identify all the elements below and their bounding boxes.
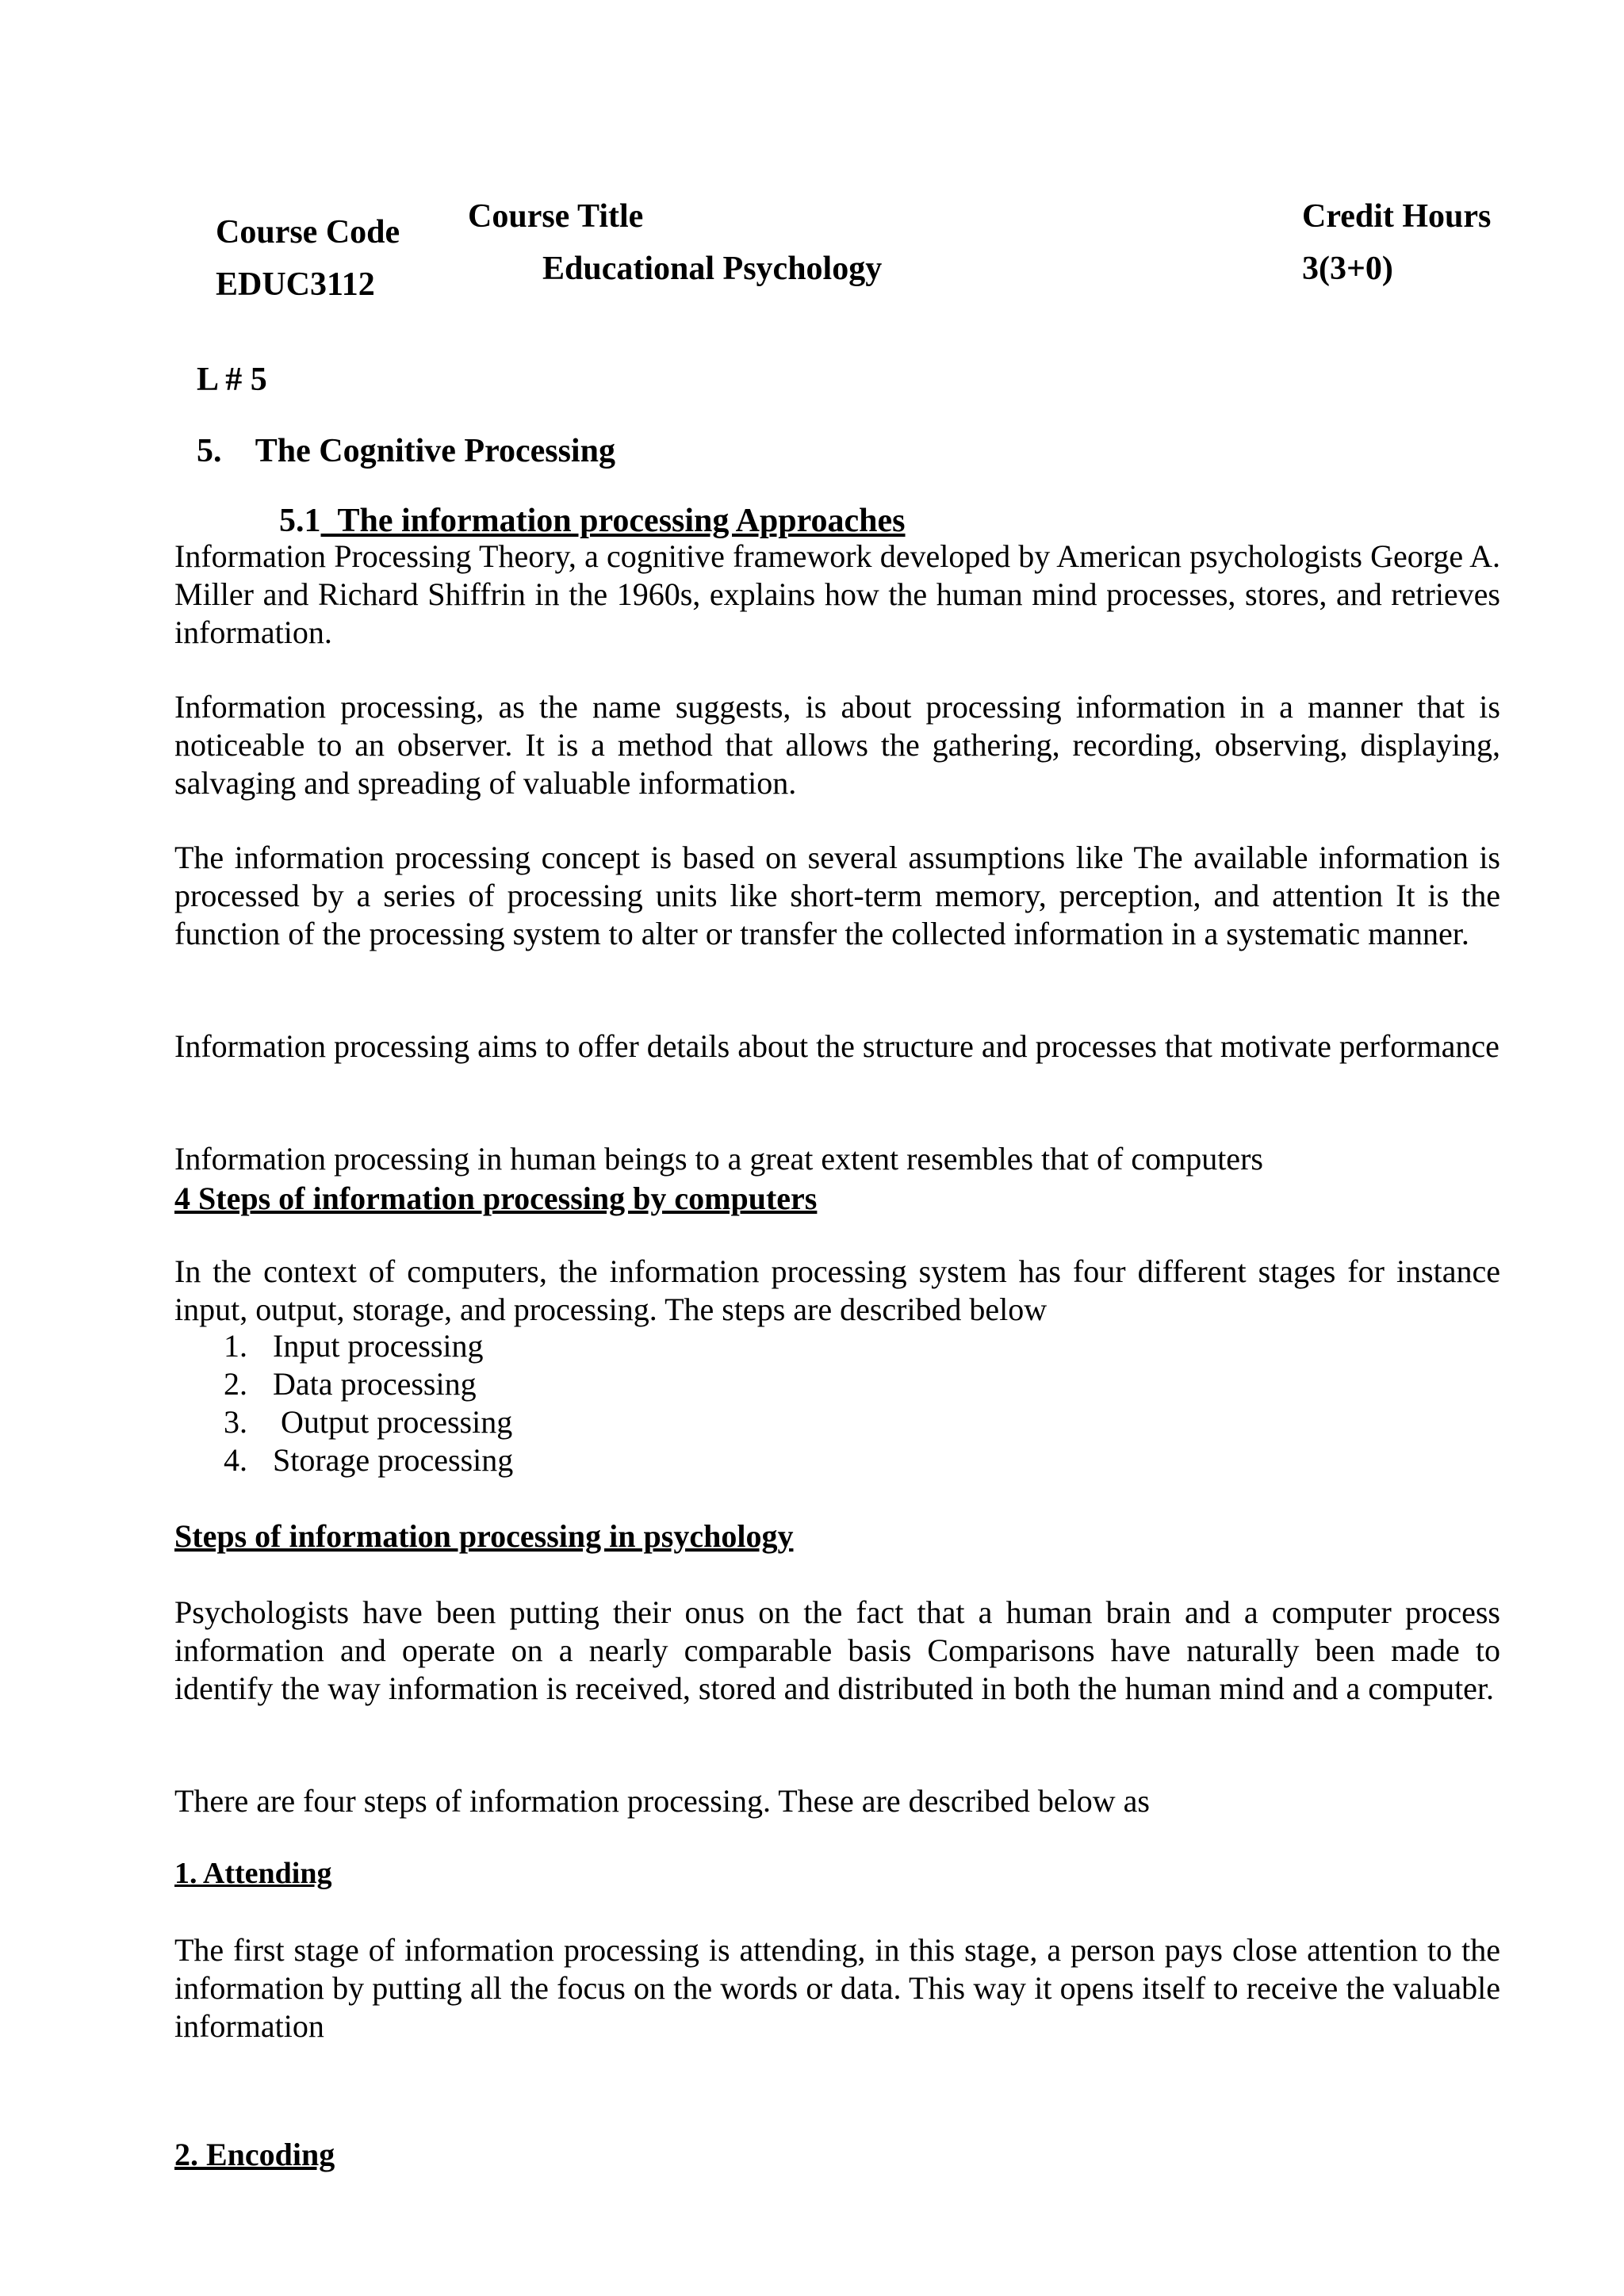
list-item-number: 4.: [224, 1442, 247, 1478]
chapter-title: The Cognitive Processing: [255, 433, 615, 469]
attending-text: The first stage of information processing is attending, in this stage, a person pays close attention to the information by putting all the focus on the words or data. This way it opens itself to receive the valuable information: [174, 1932, 1500, 2044]
paragraph-assumptions: The information processing concept is based on several assumptions like The available information is processed by a series of processing units like short-term memory, perception, and attention It is the function of the processing system to alter or transfer the collected information in a systematic manner.: [174, 840, 1500, 951]
chapter-number: 5.: [197, 433, 222, 469]
list-item-label: Output processing: [281, 1404, 513, 1440]
section-number: 5.1: [279, 503, 321, 539]
psychology-steps-intro: There are four steps of information processing. These are described below as: [174, 1783, 1150, 1819]
encoding-heading: 2. Encoding: [174, 2137, 335, 2172]
computers-steps-heading: 4 Steps of information processing by computers: [174, 1181, 818, 1216]
paragraph-theory-intro: Information Processing Theory, a cognitive framework developed by American psychologists George A. Miller and Richard Shiffrin in the 1960s, explains how the human mind processes, stores, and retrieves information.: [174, 538, 1500, 650]
list-item-number: 2.: [224, 1366, 247, 1402]
list-item-number: 1.: [224, 1328, 247, 1364]
course-code-label: Course Code: [216, 214, 400, 251]
list-item-label: Storage processing: [273, 1442, 514, 1478]
paragraph-definition: Information processing, as the name suggests, is about processing information in a manner that is noticeable to an observer. It is a method that allows the gathering, recording, observing, displaying, salvaging and spreading of valuable information.: [174, 689, 1500, 801]
chapter-heading: [197, 434, 615, 468]
list-item-label: Input processing: [273, 1328, 484, 1364]
psychology-steps-heading: Steps of information processing in psychology: [174, 1518, 794, 1554]
psychology-intro: Psychologists have been putting their onus on the fact that a human brain and a computer process information and operate on a nearly comparable basis Comparisons have naturally been made to identify the way information is received, stored and distributed in both the human mind and a computer.: [174, 1594, 1500, 1706]
lecture-number: L # 5: [197, 362, 267, 398]
computers-intro: In the context of computers, the information processing system has four different stages for instance input, output, storage, and processing. The steps are described below: [174, 1253, 1500, 1327]
section-title: The information processing Approaches: [337, 503, 906, 539]
list-item-label: Data processing: [273, 1366, 477, 1402]
course-title-label: Course Title: [468, 198, 644, 235]
section-heading: [279, 504, 906, 538]
attending-heading: 1. Attending: [174, 1857, 332, 1890]
paragraph-computers: Information processing in human beings to a great extent resembles that of computers: [174, 1141, 1263, 1177]
credit-hours-value: 3(3+0): [1302, 251, 1393, 287]
course-code-value: EDUC3112: [216, 266, 375, 303]
course-title-value: Educational Psychology: [542, 251, 883, 287]
list-item-number: 3.: [224, 1404, 247, 1440]
paragraph-aims: Information processing aims to offer details about the structure and processes that motivate performance: [174, 1028, 1500, 1064]
credit-hours-label: Credit Hours: [1302, 198, 1492, 235]
